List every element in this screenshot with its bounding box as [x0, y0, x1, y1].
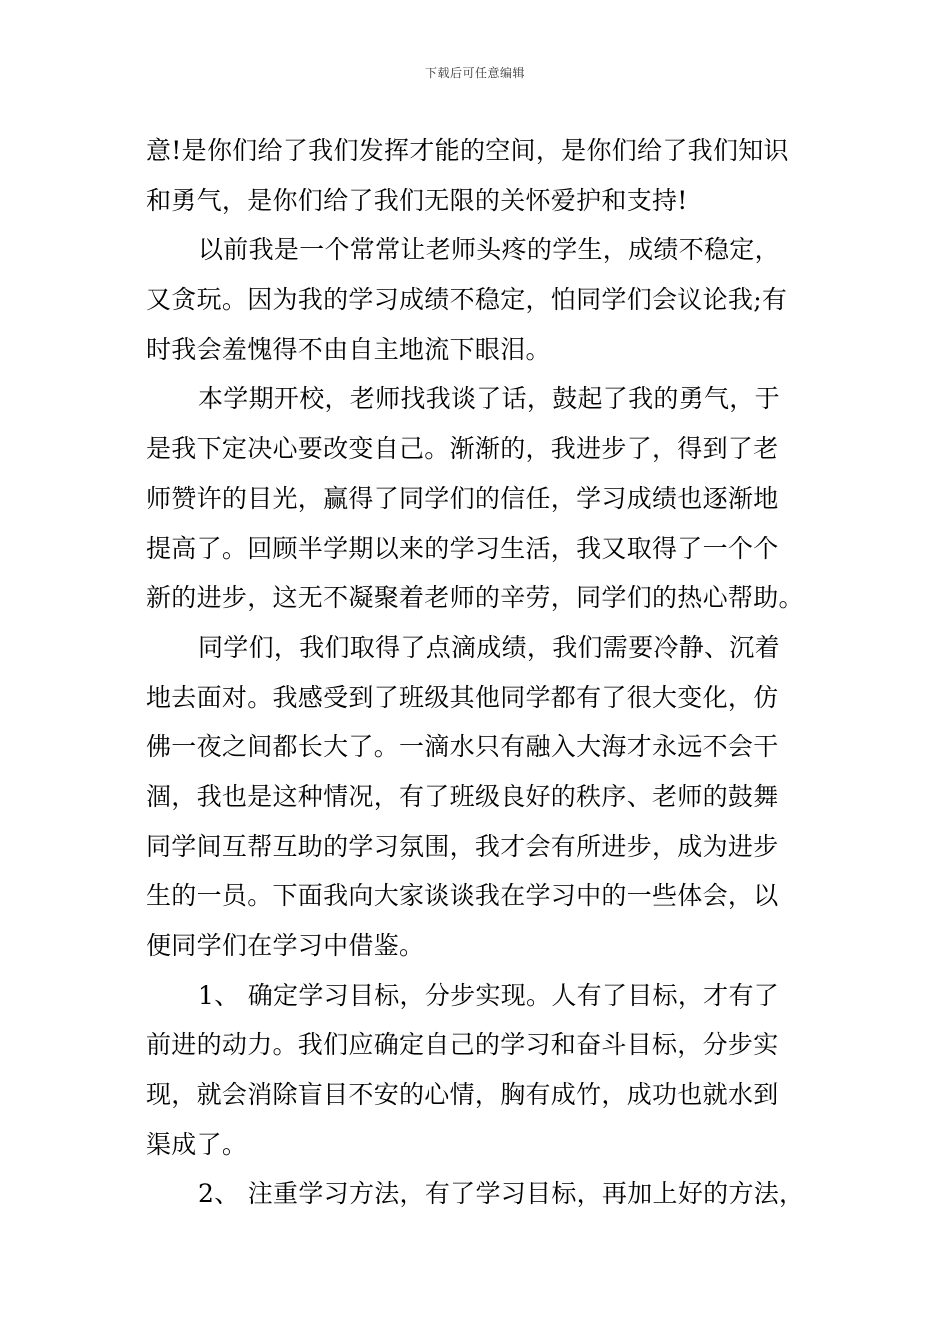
text-line: 本学期开校，老师找我谈了话，鼓起了我的勇气，于 [198, 384, 780, 414]
text-line: 2、 注重学习方法，有了学习目标，再加上好的方法， [198, 1179, 805, 1209]
text-line: 渠成了。 [146, 1129, 248, 1159]
text-line: 同学间互帮互助的学习氛围，我才会有所进步，成为进步 [146, 831, 779, 861]
text-line: 1、 确定学习目标，分步实现。人有了目标，才有了 [198, 980, 780, 1010]
text-line: 意!是你们给了我们发挥才能的空间，是你们给了我们知识 [146, 136, 789, 165]
text-line: 同学们，我们取得了点滴成绩，我们需要冷静、沉着 [198, 632, 780, 662]
text-line: 时我会羞愧得不由自主地流下眼泪。 [146, 334, 551, 364]
text-line: 以前我是一个常常让老师头疼的学生，成绩不稳定， [198, 235, 780, 265]
text-line: 佛一夜之间都长大了。一滴水只有融入大海才永远不会干 [146, 732, 779, 762]
text-line: 涸，我也是这种情况，有了班级良好的秩序、老师的鼓舞 [146, 781, 779, 811]
text-line: 又贪玩。因为我的学习成绩不稳定，怕同学们会议论我;有 [146, 285, 788, 315]
text-line: 是我下定决心要改变自己。渐渐的，我进步了，得到了老 [146, 434, 779, 464]
text-line: 和勇气，是你们给了我们无限的关怀爱护和支持! [146, 185, 688, 215]
text-line: 现，就会消除盲目不安的心情，胸有成竹，成功也就水到 [146, 1080, 779, 1110]
text-line: 生的一员。下面我向大家谈谈我在学习中的一些体会，以 [146, 881, 779, 911]
document-body [146, 126, 836, 1219]
text-line: 地去面对。我感受到了班级其他同学都有了很大变化，仿 [146, 682, 779, 712]
text-line: 新的进步，这无不凝聚着老师的辛劳，同学们的热心帮助。 [146, 583, 804, 613]
text-line: 师赞许的目光，赢得了同学们的信任，学习成绩也逐渐地 [146, 483, 779, 513]
page-header: 下载后可任意编辑 [424, 66, 525, 80]
text-line: 提高了。回顾半学期以来的学习生活，我又取得了一个个 [146, 533, 779, 563]
text-line: 前进的动力。我们应确定自己的学习和奋斗目标，分步实 [146, 1030, 779, 1060]
text-line: 便同学们在学习中借鉴。 [146, 931, 425, 960]
